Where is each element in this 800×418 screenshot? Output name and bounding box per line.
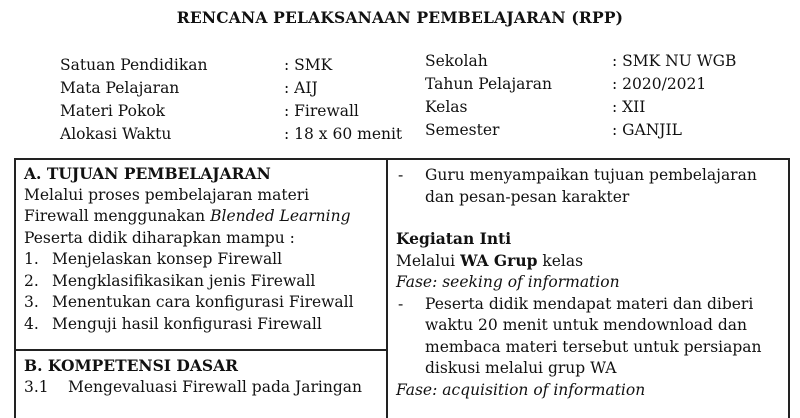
competency-text: Mengevaluasi Firewall pada Jaringan bbox=[68, 377, 362, 396]
competency-item bbox=[24, 377, 384, 399]
identity-left-values bbox=[284, 54, 402, 146]
bullet-line: Guru menyampaikan tujuan pembelajaran bbox=[425, 166, 757, 184]
section-b-heading: B. KOMPETENSI DASAR bbox=[24, 356, 239, 375]
objective-item bbox=[24, 292, 384, 314]
activity-bullet bbox=[396, 165, 786, 208]
identity-right-labels bbox=[425, 50, 552, 142]
identity-left-labels bbox=[60, 54, 208, 146]
identity-value: : 2020/2021 bbox=[612, 75, 707, 93]
objective-number: 2. bbox=[24, 271, 39, 290]
bullet-text bbox=[425, 294, 762, 380]
identity-label: Tahun Pelajaran bbox=[425, 75, 553, 93]
objective-text: Menjelaskan konsep Firewall bbox=[52, 250, 283, 268]
bullet-dash: - bbox=[398, 294, 404, 313]
bullet-line: diskusi melalui grup WA bbox=[425, 359, 617, 377]
section-a-heading: A. TUJUAN PEMBELAJARAN bbox=[24, 164, 271, 183]
identity-right-values bbox=[612, 50, 736, 142]
bullet-line: waktu 20 menit untuk mendownload dan bbox=[425, 316, 748, 334]
bullet-line: Peserta didik mendapat materi dan diberi bbox=[425, 294, 754, 313]
wa-group-line bbox=[396, 250, 786, 273]
identity-value: : Firewall bbox=[284, 102, 359, 120]
competency-number: 3.1 bbox=[24, 377, 49, 396]
wa-bold: WA Grup bbox=[460, 250, 538, 270]
identity-label: Alokasi Waktu bbox=[60, 125, 172, 143]
kegiatan-inti-heading: Kegiatan Inti bbox=[396, 229, 512, 248]
identity-value: : AIJ bbox=[284, 79, 318, 97]
objective-number: 4. bbox=[24, 314, 39, 333]
identity-value: : GANJIL bbox=[612, 121, 682, 139]
objective-text: Menguji hasil konfigurasi Firewall bbox=[52, 314, 322, 333]
document-title: RENCANA PELAKSANAAN PEMBELAJARAN (RPP) bbox=[176, 8, 624, 27]
objective-text: Mengklasifikasikan jenis Firewall bbox=[52, 271, 316, 290]
section-a-intro bbox=[24, 206, 384, 228]
objective-item bbox=[24, 271, 384, 293]
identity-value: : SMK NU WGB bbox=[612, 52, 737, 70]
bullet-text bbox=[425, 165, 757, 208]
identity-label: Semester bbox=[425, 121, 500, 139]
section-b-kompetensi bbox=[24, 355, 384, 398]
wa-prefix: Melalui bbox=[396, 251, 461, 270]
section-divider bbox=[14, 349, 387, 351]
section-a-tujuan bbox=[24, 163, 384, 335]
intro-text: Firewall menggunakan bbox=[24, 207, 211, 225]
identity-label: Kelas bbox=[425, 98, 468, 116]
identity-label: Satuan Pendidikan bbox=[60, 56, 208, 74]
bullet-line: dan pesan-pesan karakter bbox=[425, 187, 630, 206]
intro-italic-text: Blended Learning bbox=[210, 207, 351, 225]
phase-label: Fase: acquisition of information bbox=[396, 380, 646, 399]
objective-text: Menentukan cara konfigurasi Firewall bbox=[52, 293, 354, 311]
objective-item bbox=[24, 249, 384, 271]
bullet-dash: - bbox=[398, 166, 404, 184]
identity-value: : SMK bbox=[284, 56, 333, 74]
objective-number: 3. bbox=[24, 293, 39, 311]
section-a-intro: Peserta didik diharapkan mampu : bbox=[24, 228, 295, 247]
identity-value: : XII bbox=[612, 98, 646, 116]
identity-label: Materi Pokok bbox=[60, 102, 166, 120]
identity-value: : 18 x 60 menit bbox=[284, 125, 403, 143]
identity-label: Mata Pelajaran bbox=[60, 79, 180, 97]
section-a-intro: Melalui proses pembelajaran materi bbox=[24, 185, 310, 204]
activities-column bbox=[396, 165, 786, 401]
objective-item bbox=[24, 314, 384, 336]
identity-label: Sekolah bbox=[425, 52, 488, 70]
column-divider bbox=[386, 158, 388, 418]
objective-number: 1. bbox=[24, 250, 39, 268]
activity-bullet bbox=[396, 294, 786, 380]
phase-label: Fase: seeking of information bbox=[396, 273, 620, 291]
wa-suffix: kelas bbox=[537, 251, 584, 270]
bullet-line: membaca materi tersebut untuk persiapan bbox=[425, 337, 762, 356]
